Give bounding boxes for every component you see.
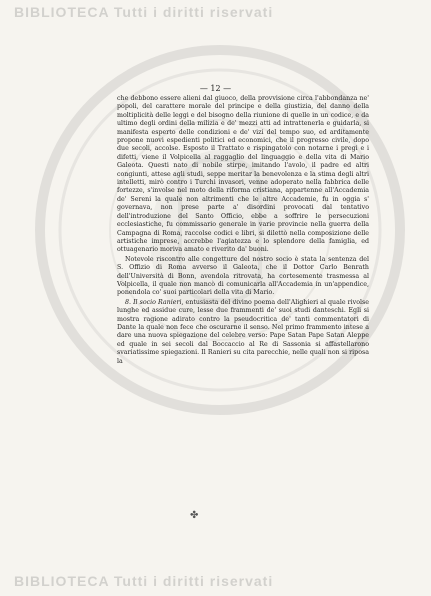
paragraph-3-lead: 8. Il socio Ranieri,	[125, 298, 184, 306]
paragraph-3-text: entusiasta del divino poema dell'Alighieri al quale rivolse lunghe ed assidue cure, lesse due frammenti de' suoi studi danteschi. Egli si mostra ragione adirato contro la pseudocritica de' tanti commentatori di Dante la quale non fece che oscurarne il senso. Nel primo frammento intese a dare una nuova spiegazione del celebre verso: Pape Satan Pape Satan Aleppe ed quale in sei secoli dal Boccaccio al Re di Sassonia si affastellarono svariatissime spiegazioni. Il Ranieri su cita parecchie, nelle quali non si riposa la	[117, 298, 369, 365]
ornament-mark: ✤	[190, 510, 199, 521]
paragraph-1	[117, 95, 369, 255]
paragraph-2	[117, 256, 369, 298]
watermark-bottom: BIBLIOTECA Tutti i diritti riservati	[14, 573, 274, 589]
paragraph-3	[117, 299, 369, 366]
page-number: — 12 —	[199, 84, 232, 93]
body-text	[117, 95, 369, 366]
paragraph-1-text: che debbono essere alieni dal giuoco, della provvisione circa l'abbondanza ne' popoli, del carattere morale del principe e della giustizia, del danno della moltiplicità delle leggi e del bisogno della riunione di quelle in un codice, e da ultimo degli ordini della milizia e de' mezzi atti ad intrattenerla e guidarla, si manifesta esperto delle condizioni e de' vizi del tempo suo, ed arditamente propone nuovi espedienti politici ed economici, che il progresso civile, dopo due secoli, accolse. Esposto il Trattato e rispingatolo con notarne i pregi e i difetti, viene il Volpicella al raggaglio del linguaggio e della vita di Mario Galeota. Questi nato di nobile stirpe, imitando l'avolo, il padre ed altri congiunti, attese agli studi, seppe meritar la benevolenza e la stima degli altri intelletti, mirò contro i Turchi invasori, venne adoperato nella fabbrica delle fortezze, s'involse nel moto della riforma cristiana, appartenne all'Accademia de' Sereni la quale non altrimenti che le altre Accademie, fu in oggia s' governava, non prese parte a' disordini provocati dal tentativo dell'introduzione del Santo Officio, ebbe a soffrire le persecuzioni ecclesiastiche, fu commissario generale in varie provincie nella guerra della Campagna di Roma, raccolse codici e libri, si dilettò nella composizione delle artistiche imprese, accrebbe l'agiatezza e lo splendore della famiglia, ed ottuagenario moriva amato e riverito da' buoni.	[117, 95, 369, 254]
watermark-top: BIBLIOTECA Tutti i diritti riservati	[14, 4, 274, 20]
paragraph-2-text: Notevole riscontro alle congetture del nostro socio è stata la sentenza del S. Offizio di Roma avverso il Galeota, che il Dottor Carlo Benrath dell'Università di Bonn, avendola ritrovata, ha cortesemente trasmessa al Volpicella, il quale non mancò di comunicarla all'Accademia in un'appendice, ponendola co' suoi particolari della vita di Mario.	[117, 255, 369, 297]
